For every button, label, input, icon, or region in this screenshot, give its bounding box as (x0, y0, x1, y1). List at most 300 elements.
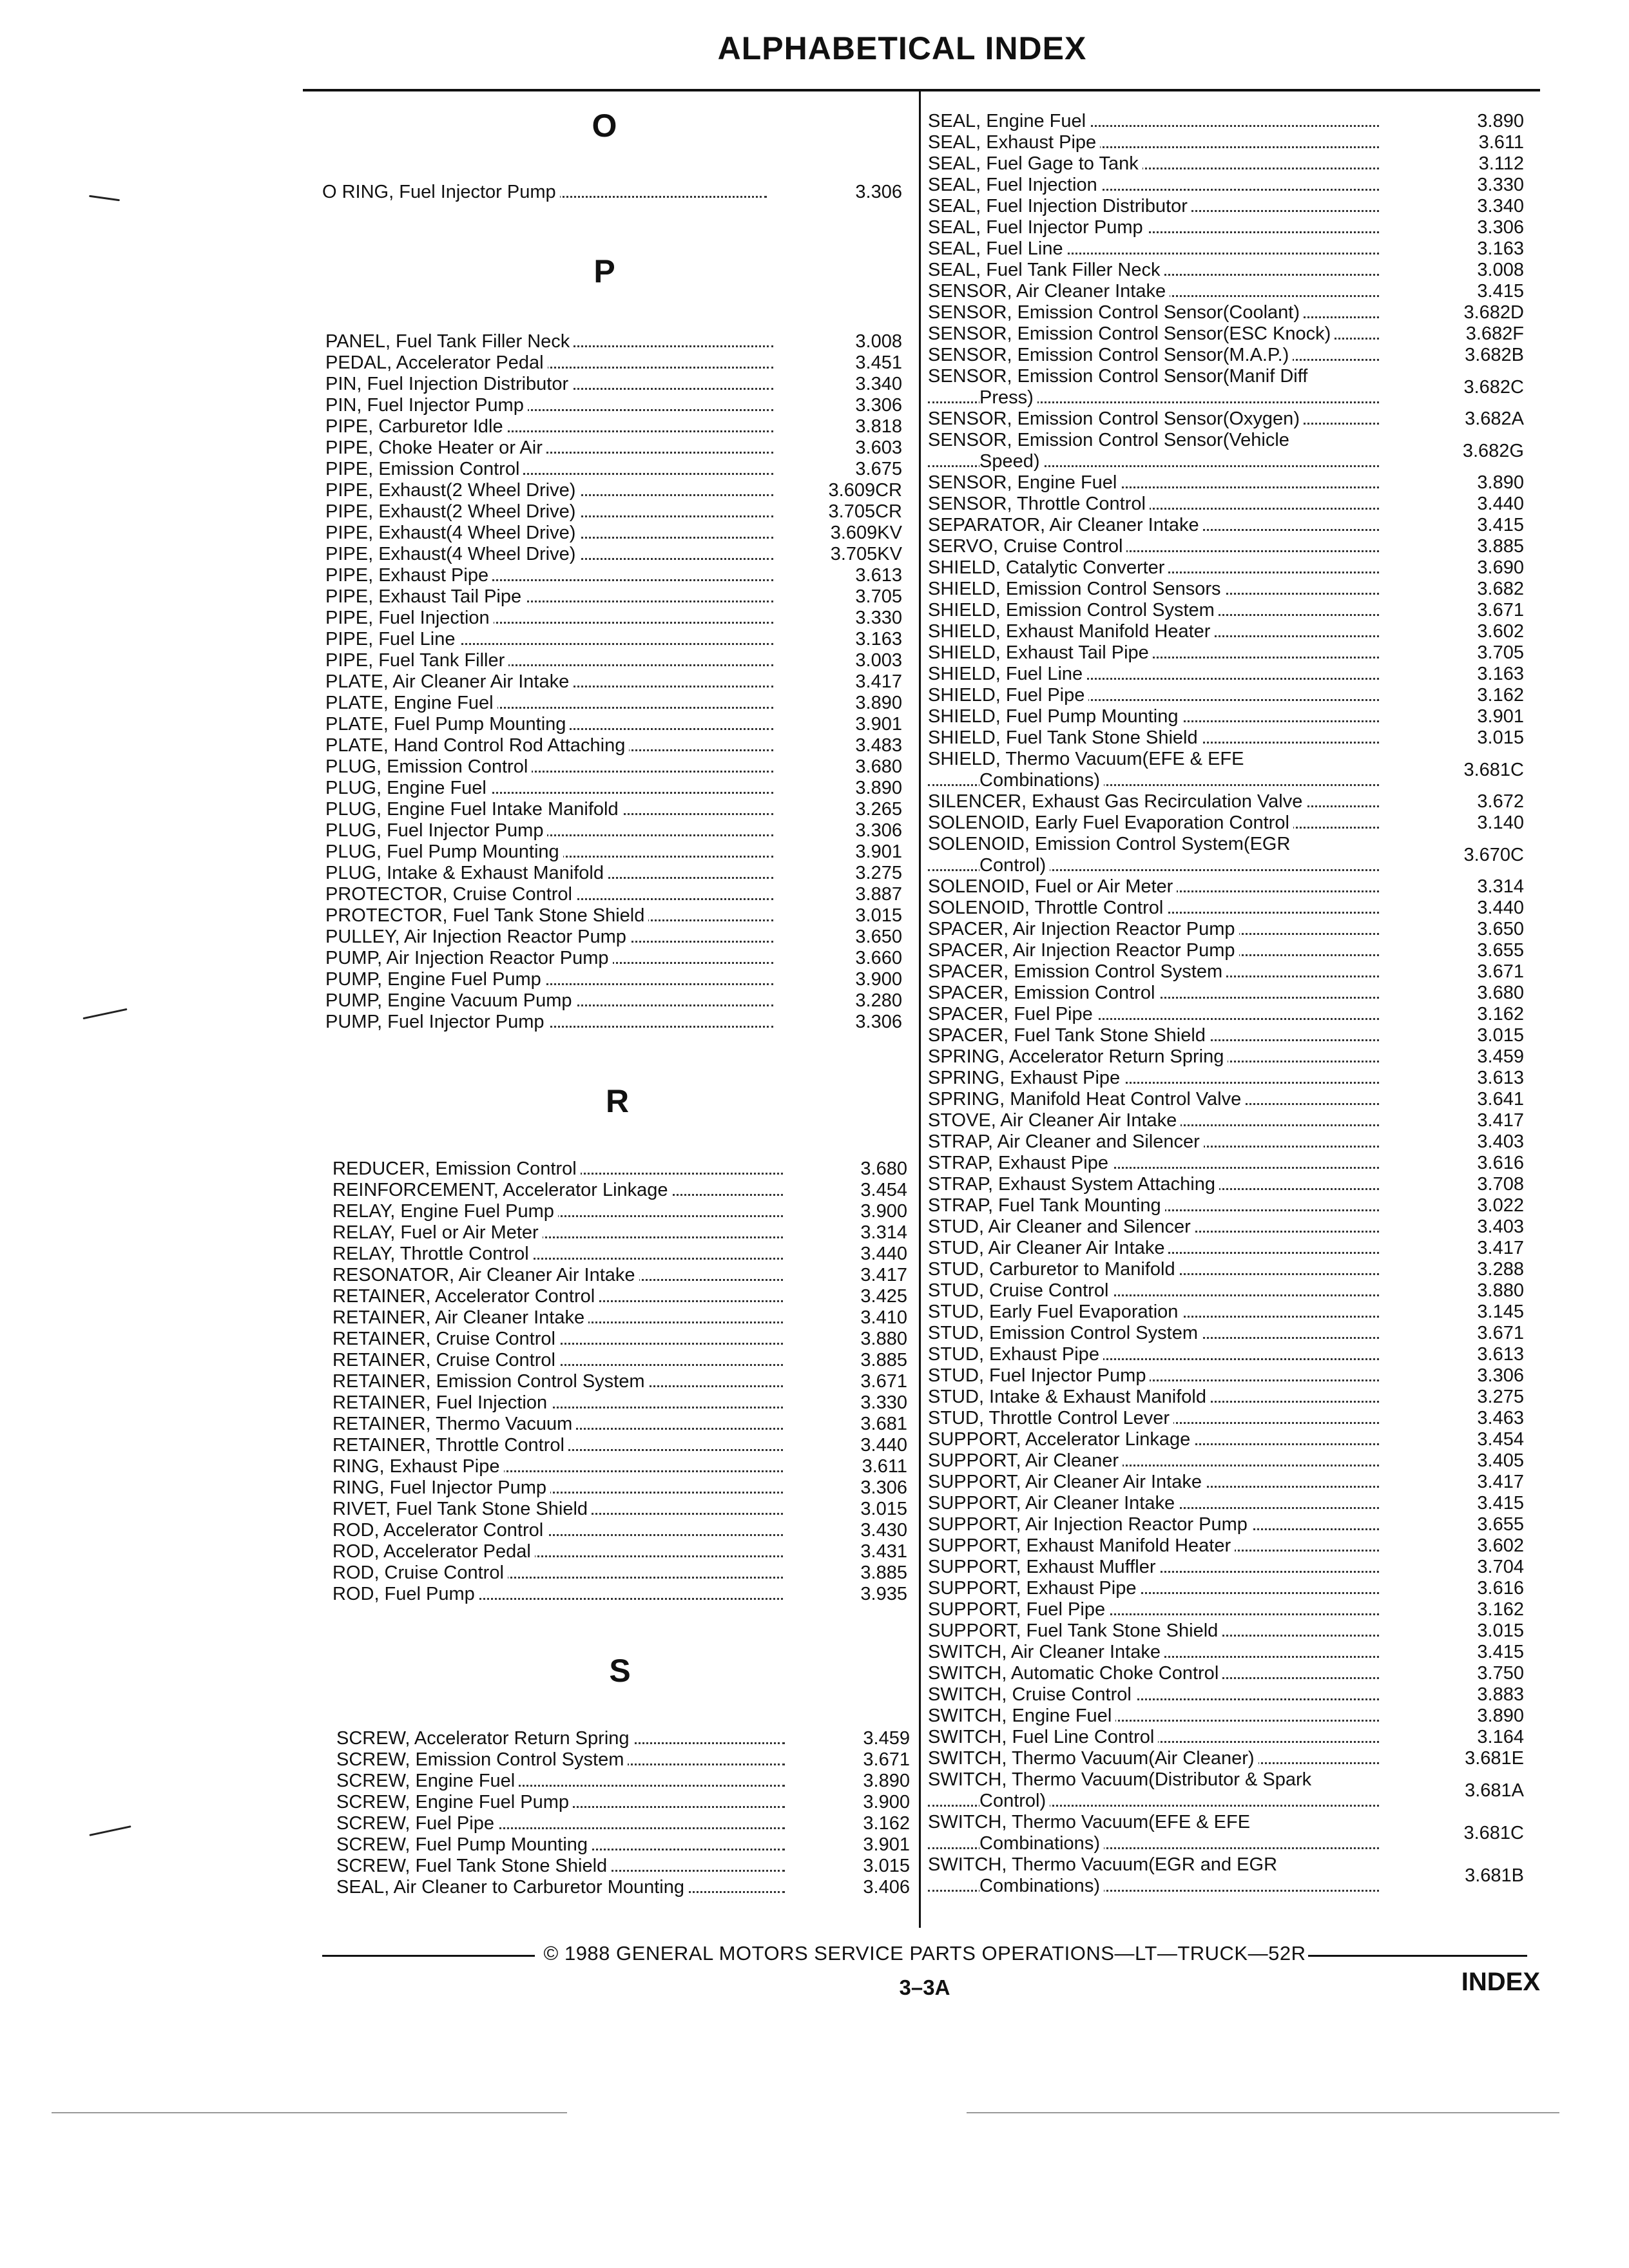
entry-label: RING, Exhaust Pipe (333, 1456, 504, 1477)
entry-reference: 3.682B (1465, 345, 1524, 365)
entry-reference: 3.900 (863, 1792, 910, 1812)
entry-label: SWITCH, Engine Fuel (928, 1706, 1115, 1727)
index-entry (928, 153, 1527, 175)
entry-label: SCREW, Engine Fuel Pump (336, 1792, 573, 1813)
index-entry (928, 1557, 1527, 1578)
entry-reference: 3.680 (1477, 983, 1524, 1003)
entry-reference: 3.405 (1477, 1450, 1524, 1471)
entry-label: RETAINER, Throttle Control (333, 1435, 568, 1456)
entry-label: SOLENOID, Early Fuel Evaporation Control (928, 812, 1293, 834)
entry-reference: 3.609CR (828, 480, 902, 501)
entry-reference: 3.162 (1477, 1599, 1524, 1620)
entry-reference: 3.112 (1478, 153, 1524, 174)
index-entry (928, 664, 1527, 685)
entry-reference: 3.008 (1477, 260, 1524, 280)
entry-label: RETAINER, Thermo Vacuum (333, 1414, 576, 1435)
entry-label: SHIELD, Fuel Pump Mounting (928, 706, 1182, 727)
entry-reference: 3.887 (855, 884, 902, 905)
entry-label: PIPE, Fuel Line (325, 629, 459, 650)
entry-reference: 3.885 (860, 1350, 907, 1370)
entry-reference: 3.616 (1477, 1153, 1524, 1173)
entry-label: SCREW, Fuel Pipe (336, 1813, 498, 1834)
entry-label: SERVO, Cruise Control (928, 536, 1126, 557)
entry-reference: 3.015 (1477, 1620, 1524, 1641)
entry-reference: 3.163 (855, 629, 902, 649)
index-entry (325, 1012, 905, 1033)
entry-reference: 3.671 (1477, 600, 1524, 620)
entry-reference: 3.410 (860, 1307, 907, 1328)
entry-reference: 3.672 (1477, 791, 1524, 812)
index-entry (928, 408, 1527, 430)
section-letter-o: O (592, 108, 617, 144)
entry-label: STUD, Fuel Injector Pump (928, 1365, 1150, 1387)
index-entry (325, 352, 905, 374)
entry-reference: 3.403 (1477, 1216, 1524, 1237)
entry-label: SPACER, Air Injection Reactor Pump (928, 919, 1239, 940)
entry-reference: 3.901 (1477, 706, 1524, 727)
entry-reference: 3.818 (855, 416, 902, 437)
entry-reference: 3.451 (855, 352, 902, 373)
entry-label: SEAL, Fuel Gage to Tank (928, 153, 1142, 175)
entry-label: SHIELD, Fuel Line (928, 664, 1086, 685)
entry-reference: 3.671 (863, 1749, 910, 1770)
index-entry (928, 1408, 1527, 1429)
entry-reference: 3.681B (1465, 1865, 1524, 1886)
entry-reference: 3.163 (1477, 664, 1524, 684)
index-entry (928, 834, 1527, 876)
index-entry (333, 1414, 912, 1435)
entry-reference: 3.314 (1477, 876, 1524, 897)
index-entry (928, 1429, 1527, 1450)
entry-label: SHIELD, Exhaust Tail Pipe (928, 642, 1153, 664)
entry-reference: 3.901 (855, 714, 902, 735)
index-entry (928, 1812, 1527, 1854)
entry-label: PLATE, Hand Control Rod Attaching (325, 735, 629, 756)
entry-label: SPRING, Exhaust Pipe (928, 1068, 1124, 1089)
index-entry (325, 990, 905, 1012)
entry-label: STOVE, Air Cleaner Air Intake (928, 1110, 1181, 1131)
entry-label: SUPPORT, Accelerator Linkage (928, 1429, 1194, 1450)
entry-reference: 3.681 (860, 1414, 907, 1434)
entry-reference: 3.162 (1477, 1004, 1524, 1024)
index-entry (333, 1286, 912, 1307)
index-entry (333, 1392, 912, 1414)
entry-label: SPACER, Emission Control System (928, 961, 1226, 983)
entry-reference: 3.890 (855, 778, 902, 798)
index-entry (928, 1259, 1527, 1280)
index-entry (928, 1323, 1527, 1344)
entry-reference: 3.883 (1477, 1684, 1524, 1705)
entry-reference: 3.008 (855, 331, 902, 352)
entry-reference: 3.015 (860, 1499, 907, 1519)
entry-label: SHIELD, Emission Control System (928, 600, 1219, 621)
entry-reference: 3.650 (1477, 919, 1524, 939)
entry-label: SEAL, Air Cleaner to Carburetor Mounting (336, 1877, 688, 1898)
entry-label: PIPE, Carburetor Idle (325, 416, 507, 437)
entry-reference: 3.459 (1477, 1046, 1524, 1067)
entry-label: SUPPORT, Air Cleaner Air Intake (928, 1472, 1206, 1493)
entry-label: SWITCH, Cruise Control (928, 1684, 1135, 1706)
index-entry (928, 791, 1527, 812)
index-entry (325, 395, 905, 416)
index-entry (928, 323, 1527, 345)
entry-label: PIN, Fuel Injector Pump (325, 395, 528, 416)
index-entry (928, 494, 1527, 515)
entry-label: SEPARATOR, Air Cleaner Intake (928, 515, 1203, 536)
index-entry (928, 1748, 1527, 1769)
entry-label: STUD, Cruise Control (928, 1280, 1112, 1302)
entry-reference: 3.681A (1465, 1780, 1524, 1801)
entry-label: ROD, Accelerator Pedal (333, 1541, 535, 1562)
entry-label: STUD, Air Cleaner Air Intake (928, 1238, 1168, 1259)
index-entry (325, 437, 905, 459)
index-entry (336, 1792, 916, 1813)
entry-label: ROD, Cruise Control (333, 1562, 508, 1584)
entry-reference: 3.440 (1477, 898, 1524, 918)
bottom-rule-right (967, 2112, 1559, 2113)
entry-label: O RING, Fuel Injector Pump (322, 182, 560, 203)
index-entry (928, 1387, 1527, 1408)
entry-label: SPRING, Manifold Heat Control Valve (928, 1089, 1245, 1110)
index-entry (928, 1493, 1527, 1514)
entry-label: SENSOR, Emission Control Sensor(Oxygen) (928, 408, 1304, 430)
entry-reference: 3.671 (1477, 1323, 1524, 1343)
entry-reference: 3.609KV (830, 523, 902, 543)
entry-label: SEAL, Fuel Injection (928, 175, 1101, 196)
entry-label: SENSOR, Emission Control Sensor(Vehicle (928, 430, 1293, 451)
entry-reference: 3.650 (855, 927, 902, 947)
index-entry (333, 1520, 912, 1541)
entry-label: STUD, Exhaust Pipe (928, 1344, 1103, 1365)
entry-reference: 3.682G (1462, 441, 1524, 461)
entry-reference: 3.288 (1477, 1259, 1524, 1280)
index-entry (336, 1813, 916, 1834)
index-entry (928, 1450, 1527, 1472)
entry-reference: 3.140 (1477, 812, 1524, 833)
entry-reference: 3.682F (1465, 323, 1524, 344)
entry-reference: 3.655 (1477, 940, 1524, 961)
entry-reference: 3.890 (1477, 472, 1524, 493)
entry-label: SUPPORT, Fuel Tank Stone Shield (928, 1620, 1222, 1642)
index-entry (325, 820, 905, 841)
entry-reference: 3.613 (1477, 1068, 1524, 1088)
entry-reference: 3.306 (1477, 1365, 1524, 1386)
entry-reference: 3.430 (860, 1520, 907, 1541)
index-entry (928, 472, 1527, 494)
entry-label: PUMP, Fuel Injector Pump (325, 1012, 548, 1033)
index-entry (928, 536, 1527, 557)
entry-reference: 3.641 (1477, 1089, 1524, 1110)
entry-label: RESONATOR, Air Cleaner Air Intake (333, 1265, 639, 1286)
index-entry (325, 565, 905, 586)
entry-label: SUPPORT, Air Cleaner (928, 1450, 1123, 1472)
index-entry (928, 1620, 1527, 1642)
entry-label: SWITCH, Thermo Vacuum(EFE & EFE (928, 1812, 1254, 1833)
index-entry (928, 217, 1527, 238)
index-entry (928, 642, 1527, 664)
entry-label: SEAL, Fuel Injector Pump (928, 217, 1147, 238)
index-entry (322, 182, 902, 203)
index-entry (325, 650, 905, 671)
entry-label: PIPE, Exhaust(4 Wheel Drive) (325, 523, 579, 544)
entry-label: SEAL, Fuel Tank Filler Neck (928, 260, 1164, 281)
entry-label: PIPE, Exhaust(2 Wheel Drive) (325, 480, 579, 501)
index-entry (333, 1329, 912, 1350)
index-entry (325, 735, 905, 756)
entry-label: SPACER, Fuel Tank Stone Shield (928, 1025, 1210, 1046)
entry-reference: 3.681E (1465, 1748, 1524, 1769)
entry-label: STRAP, Fuel Tank Mounting (928, 1195, 1165, 1216)
index-entry (928, 621, 1527, 642)
index-entry (325, 374, 905, 395)
entry-label: PIPE, Choke Heater or Air (325, 437, 546, 459)
entry-reference: 3.616 (1477, 1578, 1524, 1599)
index-entry (928, 260, 1527, 281)
entry-label: PANEL, Fuel Tank Filler Neck (325, 331, 574, 352)
index-entry (333, 1477, 912, 1499)
title-rule (303, 89, 1540, 91)
entry-reference: 3.890 (1477, 1706, 1524, 1726)
entry-label: PIPE, Fuel Injection (325, 608, 494, 629)
footer-rule-left (322, 1955, 535, 1957)
entry-reference: 3.885 (860, 1562, 907, 1583)
entry-label: SPACER, Air Injection Reactor Pump (928, 940, 1239, 961)
entry-label-continued: Combinations) (979, 770, 1104, 791)
index-entry (928, 238, 1527, 260)
entry-label: SWITCH, Automatic Choke Control (928, 1663, 1222, 1684)
entry-reference: 3.162 (863, 1813, 910, 1834)
entry-label: PUMP, Air Injection Reactor Pump (325, 948, 613, 969)
entry-label: SOLENOID, Throttle Control (928, 898, 1167, 919)
entry-label: PIN, Fuel Injection Distributor (325, 374, 572, 395)
index-entry (928, 1854, 1527, 1897)
entry-reference: 3.265 (855, 799, 902, 820)
index-entry (928, 345, 1527, 366)
entry-reference: 3.003 (855, 650, 902, 671)
entry-reference: 3.901 (855, 841, 902, 862)
entry-label: PIPE, Exhaust(2 Wheel Drive) (325, 501, 579, 523)
index-entry (928, 1025, 1527, 1046)
entry-reference: 3.015 (863, 1856, 910, 1876)
entry-label: SCREW, Fuel Pump Mounting (336, 1834, 592, 1856)
entry-label: RETAINER, Accelerator Control (333, 1286, 599, 1307)
entry-label: PUMP, Engine Vacuum Pump (325, 990, 576, 1012)
index-entry (333, 1541, 912, 1562)
index-entry (928, 706, 1527, 727)
footer-copyright: © 1988 GENERAL MOTORS SERVICE PARTS OPERATIONS—LT—TRUCK—52R (543, 1942, 1306, 1965)
index-entry (928, 1216, 1527, 1238)
index-entry (928, 281, 1527, 302)
index-entry (333, 1222, 912, 1244)
entry-label: PEDAL, Accelerator Pedal (325, 352, 548, 374)
index-entry (325, 948, 905, 969)
entry-reference: 3.306 (855, 182, 902, 202)
entry-reference: 3.417 (1477, 1110, 1524, 1131)
index-entry (333, 1456, 912, 1477)
entry-reference: 3.162 (1477, 685, 1524, 706)
index-entry (928, 111, 1527, 132)
entry-reference: 3.603 (855, 437, 902, 458)
entry-reference: 3.145 (1477, 1302, 1524, 1322)
entry-label: SUPPORT, Exhaust Muffler (928, 1557, 1160, 1578)
entry-reference: 3.750 (1477, 1663, 1524, 1684)
entry-label: PIPE, Exhaust Tail Pipe (325, 586, 525, 608)
entry-reference: 3.613 (855, 565, 902, 586)
entry-label: SCREW, Accelerator Return Spring (336, 1728, 633, 1749)
entry-reference: 3.705KV (830, 544, 902, 564)
index-entry (928, 1174, 1527, 1195)
entry-reference: 3.613 (1477, 1344, 1524, 1365)
entry-label: RETAINER, Emission Control System (333, 1371, 649, 1392)
entry-label: PIPE, Emission Control (325, 459, 523, 480)
page-number: 3–3A (899, 1975, 950, 1999)
entry-reference: 3.459 (863, 1728, 910, 1749)
entry-reference: 3.602 (1477, 1535, 1524, 1556)
scan-mark (89, 195, 120, 202)
index-entry (333, 1265, 912, 1286)
index-entry (928, 1131, 1527, 1153)
entry-reference: 3.705CR (828, 501, 902, 522)
index-entry (325, 841, 905, 863)
entry-label: SHIELD, Thermo Vacuum(EFE & EFE (928, 749, 1248, 770)
entry-label: SENSOR, Throttle Control (928, 494, 1150, 515)
index-entry (333, 1180, 912, 1201)
entry-label: SCREW, Fuel Tank Stone Shield (336, 1856, 611, 1877)
entry-label-continued: Speed) (979, 451, 1044, 472)
entry-reference: 3.306 (1477, 217, 1524, 238)
entry-reference: 3.415 (1477, 1493, 1524, 1514)
index-entry (928, 898, 1527, 919)
entry-label: PLUG, Engine Fuel Intake Manifold (325, 799, 622, 820)
index-entry (333, 1350, 912, 1371)
index-entry (928, 366, 1527, 408)
scan-mark (89, 1825, 131, 1836)
index-entry (325, 905, 905, 927)
index-entry (325, 629, 905, 650)
entry-label: SUPPORT, Exhaust Pipe (928, 1578, 1140, 1599)
index-entry (336, 1771, 916, 1792)
entry-reference: 3.655 (1477, 1514, 1524, 1535)
index-entry (928, 727, 1527, 749)
index-entry (928, 983, 1527, 1004)
entry-label: PLUG, Emission Control (325, 756, 532, 778)
entry-reference: 3.330 (1477, 175, 1524, 195)
entry-label: SWITCH, Fuel Line Control (928, 1727, 1158, 1748)
section-letter-r: R (605, 1083, 630, 1119)
index-entry (928, 515, 1527, 536)
entry-label-continued: Combinations) (979, 1833, 1104, 1854)
entry-label: SPACER, Emission Control (928, 983, 1159, 1004)
index-entry (325, 459, 905, 480)
entry-reference: 3.890 (1477, 111, 1524, 131)
entry-reference: 3.935 (860, 1584, 907, 1604)
index-entry (333, 1307, 912, 1329)
entry-reference: 3.483 (855, 735, 902, 756)
entry-reference: 3.890 (863, 1771, 910, 1791)
entry-reference: 3.417 (1477, 1238, 1524, 1258)
entry-reference: 3.330 (860, 1392, 907, 1413)
entry-label: SPACER, Fuel Pipe (928, 1004, 1097, 1025)
entry-label-continued: Press) (979, 387, 1037, 408)
entry-reference: 3.454 (1477, 1429, 1524, 1450)
entry-reference: 3.682 (1477, 579, 1524, 599)
entry-reference: 3.675 (855, 459, 902, 479)
entry-label-continued: Control) (979, 1791, 1050, 1812)
index-entry (333, 1201, 912, 1222)
entry-label: SEAL, Engine Fuel (928, 111, 1090, 132)
entry-label: SUPPORT, Fuel Pipe (928, 1599, 1109, 1620)
entry-reference: 3.682D (1463, 302, 1524, 323)
index-entry (336, 1834, 916, 1856)
entry-reference: 3.425 (860, 1286, 907, 1307)
index-entry (333, 1435, 912, 1456)
index-entry (928, 1535, 1527, 1557)
index-entry (928, 1068, 1527, 1089)
entry-label: PLATE, Air Cleaner Air Intake (325, 671, 573, 693)
entry-reference: 3.705 (855, 586, 902, 607)
index-entry (928, 1046, 1527, 1068)
footer-rule-right (1308, 1955, 1527, 1957)
entry-label: PLUG, Fuel Pump Mounting (325, 841, 563, 863)
index-entry (325, 756, 905, 778)
index-entry (928, 1195, 1527, 1216)
entry-label: SENSOR, Engine Fuel (928, 472, 1121, 494)
entry-reference: 3.330 (855, 608, 902, 628)
index-entry (325, 778, 905, 799)
entry-reference: 3.415 (1477, 515, 1524, 535)
entry-label: SWITCH, Thermo Vacuum(Air Cleaner) (928, 1748, 1258, 1769)
entry-reference: 3.280 (855, 990, 902, 1011)
index-entry (928, 175, 1527, 196)
index-entry (325, 586, 905, 608)
entry-label: REDUCER, Emission Control (333, 1158, 581, 1180)
entry-label: PULLEY, Air Injection Reactor Pump (325, 927, 630, 948)
entry-reference: 3.306 (855, 820, 902, 841)
entry-label: SHIELD, Emission Control Sensors (928, 579, 1225, 600)
index-entry (333, 1371, 912, 1392)
column-divider (919, 91, 921, 1928)
entry-label: STUD, Early Fuel Evaporation (928, 1302, 1182, 1323)
entry-reference: 3.306 (855, 1012, 902, 1032)
entry-label: SWITCH, Thermo Vacuum(EGR and EGR (928, 1854, 1281, 1876)
entry-label: SOLENOID, Fuel or Air Meter (928, 876, 1177, 898)
entry-label: STUD, Throttle Control Lever (928, 1408, 1173, 1429)
index-entry (333, 1562, 912, 1584)
index-entry (928, 1280, 1527, 1302)
entry-reference: 3.275 (855, 863, 902, 883)
entry-label: SCREW, Engine Fuel (336, 1771, 519, 1792)
scan-mark (82, 1008, 127, 1019)
entry-reference: 3.431 (860, 1541, 907, 1562)
entry-reference: 3.306 (860, 1477, 907, 1498)
index-entry (928, 961, 1527, 983)
entry-reference: 3.900 (855, 969, 902, 990)
entry-reference: 3.671 (1477, 961, 1524, 982)
entry-label: PIPE, Fuel Tank Filler (325, 650, 508, 671)
index-entry (325, 523, 905, 544)
index-entry (928, 1238, 1527, 1259)
entry-reference: 3.680 (860, 1158, 907, 1179)
bottom-rule-left (52, 2112, 567, 2113)
entry-label: SUPPORT, Air Cleaner Intake (928, 1493, 1179, 1514)
index-entry (928, 1153, 1527, 1174)
index-entry (928, 196, 1527, 217)
index-entry (325, 331, 905, 352)
entry-label: RELAY, Throttle Control (333, 1244, 533, 1265)
entry-label: SPRING, Accelerator Return Spring (928, 1046, 1228, 1068)
index-entry (336, 1728, 916, 1749)
index-entry (928, 685, 1527, 706)
